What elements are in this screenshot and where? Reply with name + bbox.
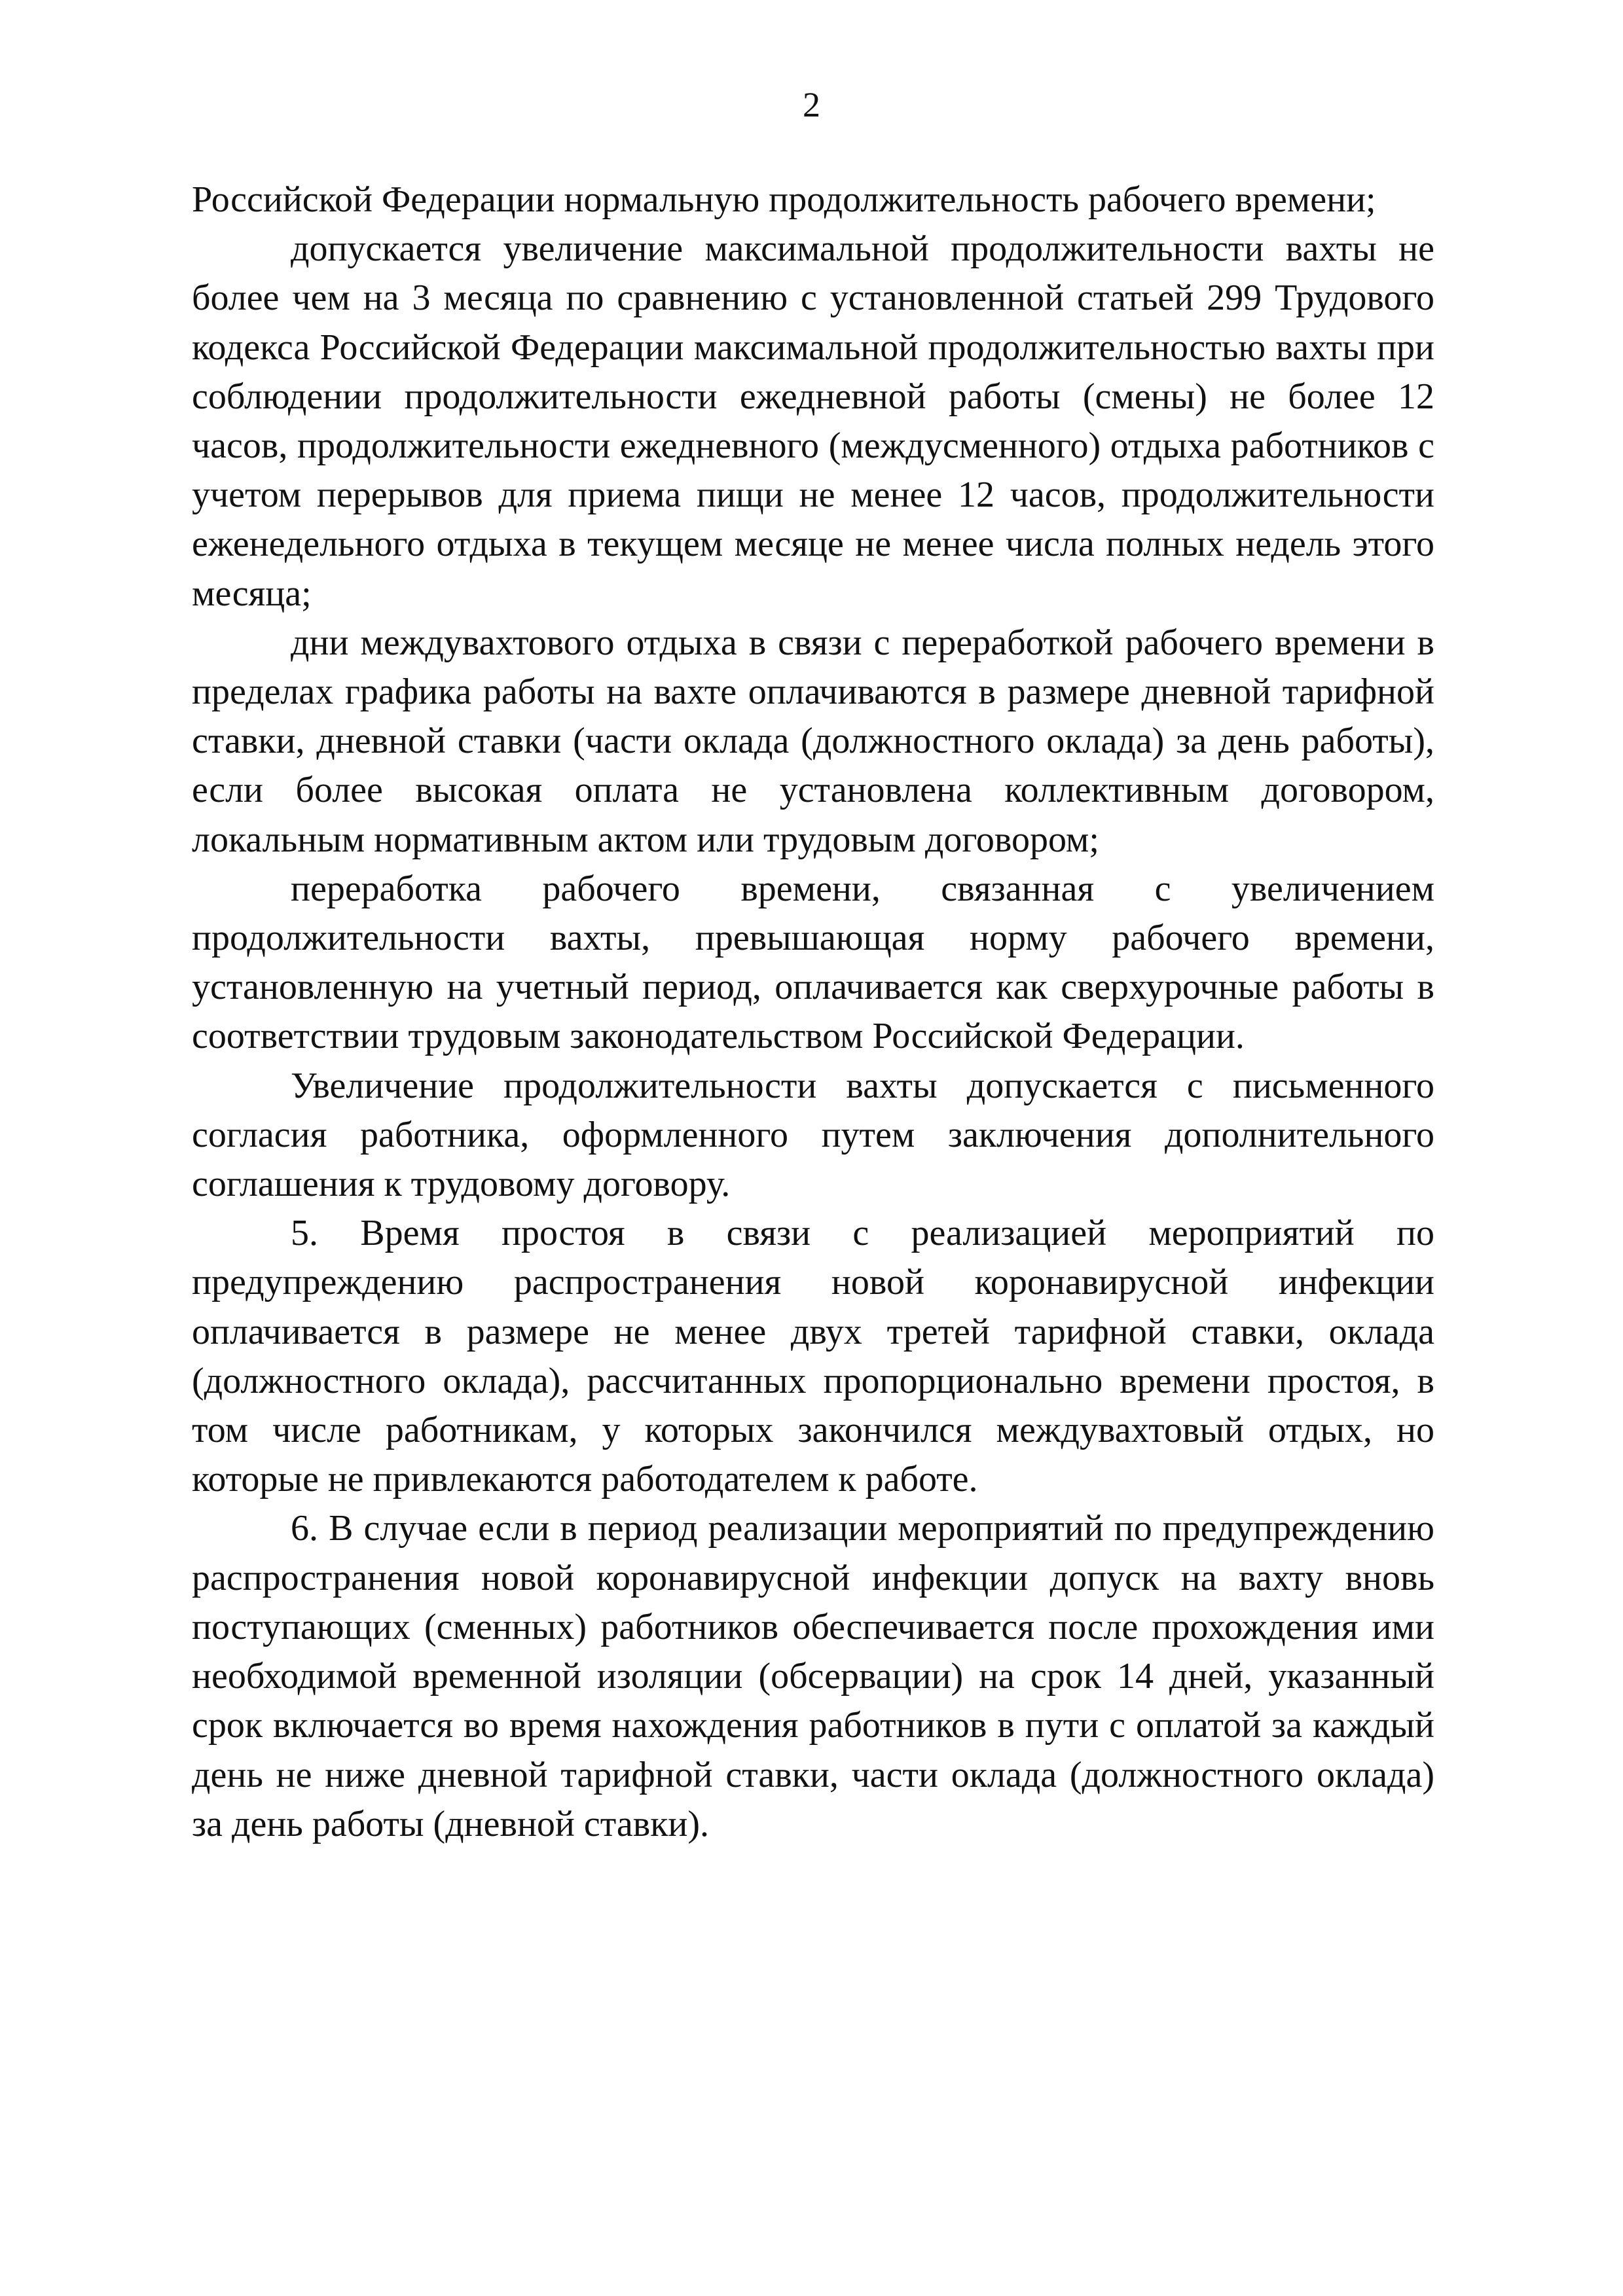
- paragraph-shift-extension: допускается увеличение максимальной продолжительности вахты не более чем на 3 месяца по сравнению с установленной статьей 299 Трудового кодекса Российской Федерации максимальной продолжительностью вахты при соблюдении продолжительности ежедневной работы (смены) не более 12 часов, продолжительности ежедневного (междусменного) отдыха работников с учетом перерывов для приема пищи не менее 12 часов, продолжительности еженедельного отдыха в текущем месяце не менее числа полных недель этого месяца;: [192, 228, 1434, 614]
- paragraph-continuation: Российской Федерации нормальную продолжительность рабочего времени;: [192, 179, 1376, 220]
- paragraph-item-6-isolation: 6. В случае если в период реализации мероприятий по предупреждению распространения новой коронавирусной инфекции допуск на вахту вновь поступающих (сменных) работников обеспечивается после прохождения ими необходимой временной изоляции (обсервации) на срок 14 дней, указанный срок включается во время нахождения работников в пути с оплатой за каждый день не ниже дневной тарифной ставки, части оклада (должностного оклада) за день работы (дневной ставки).: [192, 1508, 1434, 1844]
- page-number: 2: [803, 85, 820, 124]
- paragraph-item-5-downtime: 5. Время простоя в связи с реализацией мероприятий по предупреждению распространения новой коронавирусной инфекции оплачивается в размере не менее двух третей тарифной ставки, оклада (должностного оклада), рассчитанных пропорционально времени простоя, в том числе работникам, у которых закончился междувахтовый отдых, но которые не привлекаются работодателем к работе.: [192, 1213, 1434, 1500]
- paragraph-written-consent: Увеличение продолжительности вахты допускается с письменного согласия работника, оформленного путем заключения дополнительного соглашения к трудовому договору.: [192, 1065, 1434, 1205]
- document-body: [192, 175, 1434, 1849]
- paragraph-overtime: переработка рабочего времени, связанная с увеличением продолжительности вахты, превышающая норму рабочего времени, установленную на учетный период, оплачивается как сверхурочные работы в соответствии трудовым законодательством Российской Федерации.: [192, 868, 1434, 1057]
- paragraph-rest-days-pay: дни междувахтового отдыха в связи с переработкой рабочего времени в пределах графика работы на вахте оплачиваются в размере дневной тарифной ставки, дневной ставки (части оклада (должностного оклада) за день работы), если более высокая оплата не установлена коллективным договором, локальным нормативным актом или трудовым договором;: [192, 622, 1434, 860]
